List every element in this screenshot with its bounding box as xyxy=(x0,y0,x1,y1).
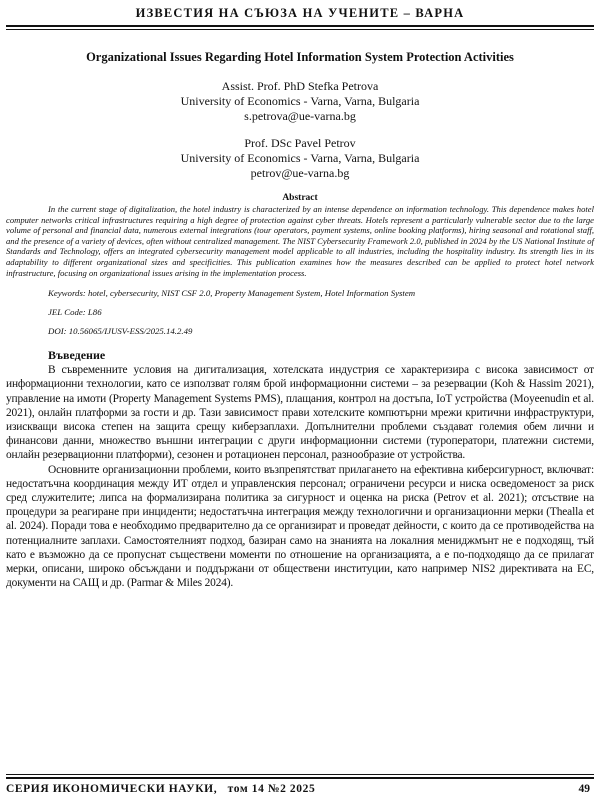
body-paragraph-2: Основните организационни проблеми, които възпрепятстват прилагането на ефективна киберсигурност, включват: недостатъчна координация между ИТ отдел и управленския персонал; ограничени ресурси и ниска осведоменост за риск сред служителите; липса на формализирана политика за сигурност и оценка на риска (Petrov et al. 2021); отсъствие на процедури за реагиране при инциденти; недостатъчна интеграция между технологични и организационни мерки (Thealla et al. 2024). Поради това е необходимо предварително да се организират и проведат дейности, с които да се противодейства на потенциалните заплахи. Самостоятелният подход, базиран само на знанията на локалния мениджмънт не е подходящ, тъй като е възможно да се пропуснат съществени моменти по отношение на организацията, а е по-подходящо да се прилагат мерки, описани, широко обсъждани и поддържани от обществени институции, като например NIS2 директивата на ЕС, документи на САЩ и др. (Parmar & Miles 2024). xyxy=(6,463,594,590)
journal-header: ИЗВЕСТИЯ НА СЪЮЗА НА УЧЕНИТЕ – ВАРНА xyxy=(135,6,465,20)
footer-series xyxy=(6,783,315,795)
author-1 xyxy=(6,79,594,124)
header-rule-thin xyxy=(6,29,594,30)
doi: DOI: 10.56065/IJUSV-ESS/2025.14.2.49 xyxy=(48,326,193,337)
paper-title: Organizational Issues Regarding Hotel Information System Protection Activities xyxy=(86,50,514,64)
series-name: СЕРИЯ ИКОНОМИЧЕСКИ НАУКИ, xyxy=(6,783,218,795)
header-rule-thick xyxy=(6,25,594,27)
author-affiliation: University of Economics - Varna, Varna, Bulgaria xyxy=(180,94,420,108)
section-heading-introduction: Въведение xyxy=(48,348,106,363)
jel-code: JEL Code: L86 xyxy=(48,307,102,318)
volume-issue-year: том 14 №2 2025 xyxy=(227,783,316,795)
author-email: petrov@ue-varna.bg xyxy=(250,166,350,180)
author-affiliation: University of Economics - Varna, Varna, Bulgaria xyxy=(180,151,420,165)
author-name: Assist. Prof. PhD Stefka Petrova xyxy=(221,79,379,93)
footer-rule-thick xyxy=(6,777,594,779)
page-number: 49 xyxy=(578,783,590,795)
keywords: Keywords: hotel, cybersecurity, NIST CSF 2.0, Property Management System, Hotel Information System xyxy=(48,288,416,299)
abstract-text: In the current stage of digitalization, the hotel industry is characterized by an intense dependence on information technology. This dependence makes hotel computer networks critical infrastructures requiring a high degree of protection against cyber threats. Hotels represent a particularly vulnerable sector due to the large volume of personal and financial data, numerous external integrations (tour operators, payment systems, online booking platforms), hiring seasonal and rotational staff, and the presence of a variety of devices, often without centralized management. The NIST Cybersecurity Framework 2.0, published in 2024 by the US National Institute of Standards and Technology, offers an integrated cybersecurity management model applicable to all industries, including the hospitality industry. Its strength lies in its adaptability to different organizational sizes and specificities. This publication examines how the measures described can be applied to protect hotel network infrastructure, focusing on organizational issues arising in the implementation process. xyxy=(6,204,594,278)
body-paragraph-1: В съвременните условия на дигитализация, хотелската индустрия се характеризира с висока зависимост от информационни технологии, като се използват голям брой информационни системи – за резервации (Koh & Hassim 2021), управление на имоти (Property Management Systems PMS), плащания, контрол на достъпа, IoT устройства (Moyeenudin et al. 2021), онлайн платформи за гости и др. Тази зависимост прави хотелските компютърни мрежи критични инфраструктури, изискващи висока степен на защита срещу киберзаплахи. Допълнителни проблеми създават големия обем лични и финансови данни, множество външни интеграции с други информационни системи (туроператори, платежни системи, онлайн резервационни платформи), сезонен и ротационен персонал, разнообразие от устройства. xyxy=(6,364,594,462)
author-email: s.petrova@ue-varna.bg xyxy=(244,109,356,123)
author-2 xyxy=(6,136,594,181)
author-name: Prof. DSc Pavel Petrov xyxy=(244,136,356,150)
paper-content xyxy=(6,40,594,590)
abstract-heading: Abstract xyxy=(282,193,318,203)
footer-rule-thin xyxy=(6,774,594,775)
